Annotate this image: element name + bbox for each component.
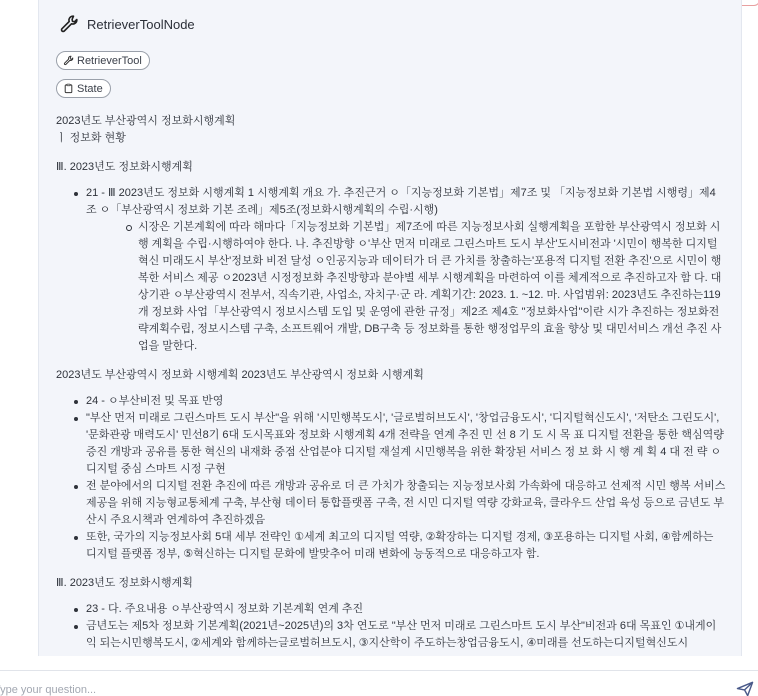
section-heading: Ⅲ. 2023년도 정보화시행계획: [56, 161, 193, 173]
list-item-text: 21 - Ⅲ 2023년도 정보화 시행계획 1 시행계획 개요 가. 추진근거 ㅇ「지능정보화 기본법」제7조 및 「지능정보화 기본법 시행령」제4조 ㅇ「부산광역시 정보화 기본 조례」제5조(정보화시행계획의 수립·시행): [86, 187, 716, 216]
bullet-list: [56, 393, 726, 563]
question-input[interactable]: [0, 683, 694, 696]
retriever-tool-chip-label: RetrieverTool: [77, 54, 142, 67]
sub-bullet-list: [86, 219, 726, 355]
state-chip-label: State: [77, 82, 103, 95]
list-item: 23 - 다. 주요내용 ㅇ부산광역시 정보화 기본계획 연계 추진: [74, 601, 726, 618]
list-item: 또한, 국가의 지능정보사회 5대 세부 전략인 ①세계 최고의 디지털 역량, ②확장하는 디지털 경제, ③포용하는 디지털 사회, ④함께하는 디지털 플랫폼 정부, ⑤혁신하는 디지털 문화에 발맞추어 미래 변화에 능동적으로 대응하고자 함.: [74, 529, 726, 563]
list-item: 전 분야에서의 디지털 전환 추진에 따른 개방과 공유로 더 큰 가치가 창출되는 지능정보사회 가속화에 대응하고 선제적 시민 행복 서비스 제공을 위해 지능형교통체계 구축, 부산형 데이터 통합플랫폼 구축, 전 시민 디지털 역량 강화교육, 클라우드 산업 육성 등으로 금년도 부산시 주요시책과 연계하여 추진하겠음: [74, 478, 726, 529]
list-item: [74, 185, 726, 355]
list-item: 금년도는 제5차 정보화 기본계획(2021년~2025년)의 3차 연도로 "부산 먼저 미래로 그린스마트 도시 부산"비전과 6대 목표인 ①내게이익 되는시민행복도시, ②세계와 함께하는글로벌허브도시, ③지산학이 주도하는창업금융도시, ④미래를 선도하는디지털혁신도시: [74, 618, 726, 652]
list-item: 시장은 기본계획에 따라 해마다「지능정보화 기본법」제7조에 따른 지능정보사회 실행계획을 포함한 부산광역시 정보화 시행 계획을 수립·시행하여야 한다. 나. 추진방향 ㅇ'부산 먼저 미래로 그린스마트 도시 부산'도시비전과 '시민이 행복한 디지털 혁신 미래도시 부산'정보화 비전 달성 ㅇ인공지능과 데이터가 더 큰 가치를 창출하는'포용적 디지털 전환 추진'으로 시민이 행복한 서비스 제공 ㅇ2023년 시정정보화 추진방향과 분야별 세부 시행계획을 마련하여 이를 체계적으로 추진하고자 함 다. 대상기관 ㅇ부산광역시 전부서, 직속기관, 사업소, 자치구·군 라. 계획기간: 2023. 1. ~12. 마. 사업범위: 2023년도 추진하는119개 정보화 사업「부산광역시 정보시스템 도입 및 운영에 관한 규정」제2조 제4호 "정보화사업"이란 시가 추진하는 정보화전략계획수립, 정보시스템 구축, 소프트웨어 개발, DB구축 등 정보화를 통한 행정업무의 효율 향상 및 대민서비스 개선 추진 사업을 말한다.: [126, 219, 726, 355]
wrench-icon: [59, 14, 79, 34]
send-icon: [736, 681, 754, 696]
bullet-list: [56, 185, 726, 355]
node-header: [59, 14, 195, 34]
wrench-icon: [63, 55, 74, 66]
state-chip[interactable]: [56, 79, 111, 98]
bullet-list: [56, 601, 726, 652]
node-title: RetrieverToolNode: [87, 16, 195, 32]
clipboard-icon: [63, 83, 74, 94]
doc-title: 2023년도 부산광역시 정보화시행계획: [56, 115, 236, 127]
list-item: "부산 먼저 미래로 그린스마트 도시 부산"을 위해 '시민행복도시', '글로벌허브도시', '창업금융도시', '디지털혁신도시', '저탄소 그린도시', '문화관광 매력도시' 민선8기 6대 도시목표와 정보화 시행계획 4개 전략을 연계 추진 민 선 8 기 도 시 목 표 디지털 전환을 통한 핵심역량 증진 개방과 공유를 통한 혁신의 내재화 중점 산업분야 디지털 재설계 시민행복을 위한 확장된 서비스 정 보 화 시 행 계 획 4 대 전 략 ㅇ디지털 중심 스마트 시정 구현: [74, 410, 726, 478]
chat-input-bar: [0, 670, 758, 696]
retrieved-content: [56, 113, 726, 652]
section-heading: ㅣ 정보화 현황: [56, 132, 126, 144]
chat-message-panel: [38, 0, 742, 656]
retriever-tool-chip[interactable]: [56, 51, 150, 70]
section-heading: Ⅲ. 2023년도 정보화시행계획: [56, 577, 193, 589]
send-button[interactable]: [736, 681, 754, 696]
doc-paragraph: 2023년도 부산광역시 정보화 시행계획 2023년도 부산광역시 정보화 시행계획: [56, 369, 424, 381]
list-item: 24 - ㅇ부산비전 및 목표 반영: [74, 393, 726, 410]
